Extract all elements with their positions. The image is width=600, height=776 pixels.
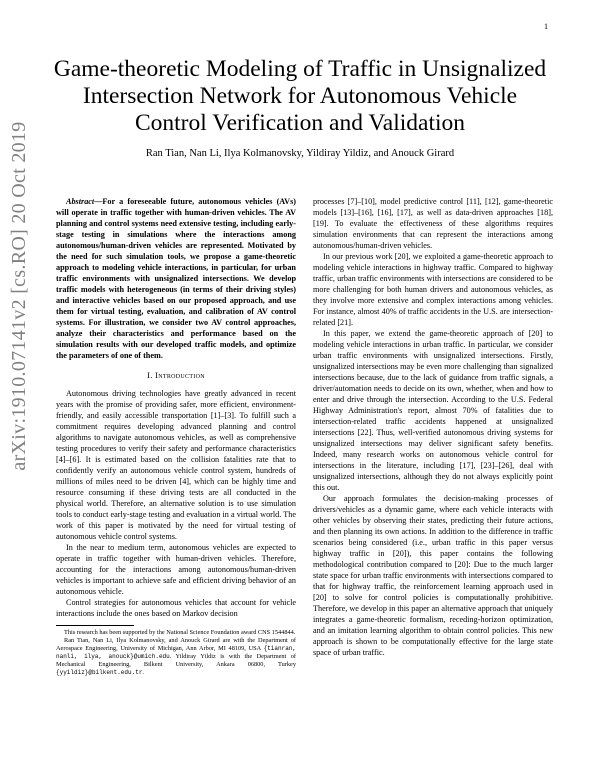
page-number: 1	[544, 22, 548, 31]
abstract-label: Abstract	[66, 197, 95, 206]
title-line: Game-theoretic Modeling of Traffic in Unsignalized	[53, 56, 547, 82]
footnote-affiliation-text: .	[142, 669, 144, 676]
body-paragraph: In our previous work [20], we exploited a game-theoretic approach to modeling vehicle interactions in highway traffic. Compared to highway traffic, urban traffic environments with intersections are considered to be more challenging for both human drivers and autonomous vehicles, as they involve more extensive and complex interactions among vehicles. For instance, almost 40% of traffic accidents in the U.S. are intersection-related [21].	[313, 252, 553, 327]
body-paragraph: Control strategies for autonomous vehicles that account for vehicle interactions include the ones based on Markov decision	[56, 598, 296, 618]
footnote-affiliation-text: . Yildiray Yildiz is with the Department of Mechanical Engineering, Bilkent University, Ankara 06800, Turkey	[56, 653, 296, 668]
body-paragraph: In the near to medium term, autonomous vehicles are expected to operate in traffic together with human-driven vehicles. Therefore, accounting for the interactions among autonomous/human-driven vehicles is important to achieve safe and efficient driving behavior of an autonomous vehicle.	[56, 543, 296, 596]
title-line: Intersection Network for Autonomous Vehicle	[82, 83, 518, 109]
abstract-text: —For a foreseeable future, autonomous vehicles (AVs) will operate in traffic together with human-driven vehicles. The AV planning and control systems need extensive testing, including early-stage testing in simulations where the interactions among autonomous/human-driven vehicles are represented. Motivated by the need for such simulation tools, we propose a game-theoretic approach to modeling vehicle interactions, in particular, for urban traffic environments with unsignalized intersections. We develop traffic models with heterogeneous (in terms of their driving styles) and interactive vehicles based on our proposed approach, and use them for virtual testing, evaluation, and calibration of AV control systems. For illustration, we consider two AV control approaches, analyze their characteristics and performance based on the simulation results with our developed traffic models, and optimize the parameters of one of them.	[56, 197, 296, 360]
body-paragraph: In this paper, we extend the game-theoretic approach of [20] to modeling vehicle interactions in urban traffic. In particular, we consider urban traffic environments with unsignalized intersections. Firstly, unsignalized intersections may be even more challenging than signalized intersections because, due to the lack of guidance from traffic signals, a driver/automation needs to decide on its own, whether, when and how to enter and drive through the intersection. According to the U.S. Federal Highway Administration's report, almost 70% of fatalities due to intersection-related traffic accidents happened at unsignalized intersections [22]. Thus, well-verified autonomous driving systems for unsignalized intersections may deliver significant safety benefits. Indeed, many research works on autonomous vehicle control for intersections in the literature, including [17], [23]–[26], deal with unsignalized intersections, although they do not always explicitly point this out.	[313, 329, 553, 492]
title-line: Control Verification and Validation	[134, 110, 466, 136]
body-paragraph: Our approach formulates the decision-making processes of drivers/vehicles as a dynamic game, where each vehicle interacts with other vehicles by observing their states, predicting their future actions, and then planning its own actions. In addition to the difference in traffic scenarios being considered (i.e., urban traffic in this paper versus highway traffic in [20]), this paper contains the following methodological contribution compared to [20]: Due to the much larger state space for urban traffic environments with intersections compared to that for highway traffic, the reinforcement learning approach used in [20] to solve for control policies is computationally prohibitive. Therefore, we develop in this paper an alternative approach that uniquely integrates a game-theoretic formalism, receding-horizon optimization, and an imitation learning algorithm to obtain control policies. This new approach is shown to be computationally effective for the large state space of urban traffic.	[313, 494, 553, 657]
footnote-funding: This research has been supported by the National Science Foundation award CNS 1544844.	[64, 629, 296, 636]
footnote-divider	[56, 625, 134, 626]
body-paragraph: Autonomous driving technologies have greatly advanced in recent years with the promise of providing safer, more efficient, environment-friendly, and easily accessible transportation [1]–[3]. To fulfill such a commitment requires developing advanced planning and control algorithms to navigate autonomous vehicles, as well as comprehensive testing procedures to verify their safety and performance characteristics [4]–[6]. It is estimated based on the collision fatalities rate that to confidently verify an autonomous vehicle control system, hundreds of millions of miles need to be driven [4], which can be highly time and resource consuming if these driving tests are all conducted in the physical world. Therefore, an alternative solution is to use simulation tools to conduct early-stage testing and evaluation in a virtual world. The work of this paper is motivated by the need for virtual testing of autonomous vehicle control systems.	[56, 389, 296, 541]
arxiv-identifier-stamp: arXiv:1910.07141v2 [cs.RO] 20 Oct 2019	[8, 121, 30, 471]
footnote	[56, 629, 296, 677]
right-column	[313, 196, 553, 658]
paper-title	[40, 56, 560, 137]
abstract	[56, 196, 296, 361]
footnote-email-bilkent: {yyildiz}@bilkent.edu.tr	[56, 669, 143, 676]
author-list: Ran Tian, Nan Li, Ilya Kolmanovsky, Yildiray Yildiz, and Anouck Girard	[145, 148, 455, 159]
footnote-affiliation-text: Ran Tian, Nan Li, Ilya Kolmanovsky, and Anouck Girard are with the Department of Aerospace Engineering, University of Michigan, Ann Arbor, MI 48109, USA	[56, 637, 296, 652]
section-heading-introduction: I. Introduction	[147, 370, 205, 380]
footnote-affiliations	[56, 637, 296, 677]
footnote-email-umich: {tianran, nanli, ilya, anouck}@umich.edu	[56, 645, 296, 660]
body-paragraph: processes [7]–[10], model predictive control [11], [12], game-theoretic models [13]–[16], [16], [17], as well as data-driven approaches [18], [19]. To evaluate the effectiveness of these algorithms requires simulation environments that can represent the interactions among autonomous/human-driven vehicles.	[313, 197, 553, 250]
left-column	[56, 196, 296, 677]
